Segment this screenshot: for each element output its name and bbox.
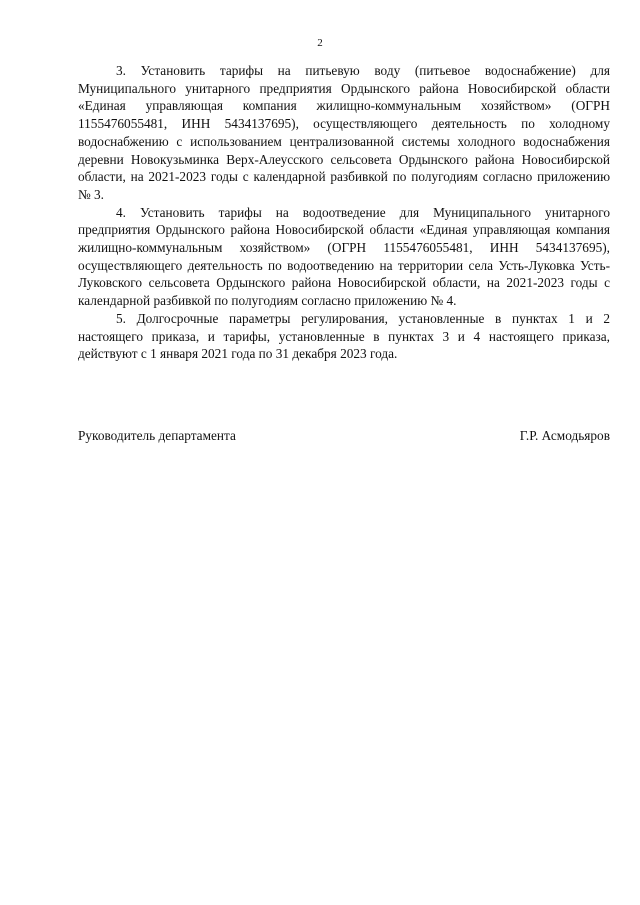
paragraph-item-4: 4. Установить тарифы на водоотведение для Муниципального унитарного предприятия Ордынского района Новосибирской области «Единая управляющая компания жилищно-коммунальным хозяйством» (ОГРН 1155476055481, ИНН 5434137695), осуществляющего деятельность по водоотведению на территории села Усть-Луковка Усть-Луковского сельсовета Ордынского района Новосибирской области, на 2021-2023 годы с календарной разбивкой по полугодиям согласно приложению № 4. [78,204,610,309]
signature-position: Руководитель департамента [78,428,236,443]
paragraph-item-3: 3. Установить тарифы на питьевую воду (питьевое водоснабжение) для Муниципального унитарного предприятия Ордынского района Новосибирской области «Единая управляющая компания жилищно-коммунальным хозяйством» (ОГРН 1155476055481, ИНН 5434137695), осуществляющего деятельность по холодному водоснабжению с использованием централизованной системы холодного водоснабжения деревни Новокузьминка Верх-Алеусского сельсовета Ордынского района Новосибирской области, на 2021-2023 годы с календарной разбивкой по полугодиям согласно приложению № 3. [78,63,610,202]
signature-block [78,427,610,444]
document-body [78,62,610,363]
page-number: 2 [317,37,323,49]
signature-name: Г.Р. Асмодьяров [519,428,610,443]
paragraph-item-5: 5. Долгосрочные параметры регулирования, установленные в пунктах 1 и 2 настоящего приказа, и тарифы, установленные в пунктах 3 и 4 настоящего приказа, действуют с 1 января 2021 года по 31 декабря 2023 года. [78,310,610,362]
